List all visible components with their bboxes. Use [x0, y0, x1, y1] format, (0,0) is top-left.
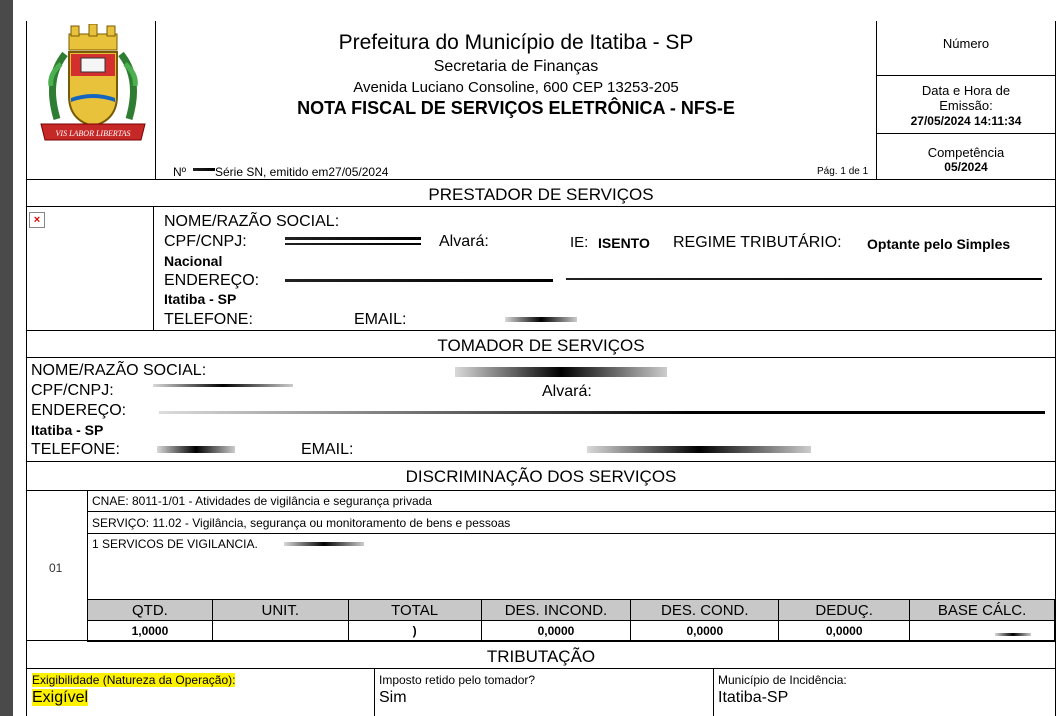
redacted-tomador-email: [587, 446, 811, 453]
shield-icon: [69, 52, 117, 126]
page-info: Pág. 1 de 1: [817, 166, 869, 177]
col-qtd: QTD.: [88, 600, 213, 621]
col-unit: UNIT.: [212, 600, 348, 621]
redacted-base-calc: [995, 633, 1031, 636]
servico-descricao: 1 SERVICOS DE VIGILANCIA.: [92, 537, 258, 551]
redacted-prestador-endereco: [285, 279, 553, 282]
tomador-nome-label: NOME/RAZÃO SOCIAL:: [31, 362, 207, 379]
redacted-tomador-telefone: [157, 446, 235, 453]
redacted-tomador-cnpj: [153, 384, 293, 387]
tomador-cidade: Itatiba - SP: [31, 422, 104, 438]
divider: [27, 330, 1055, 331]
emission-date-value: 27/05/2024 14:11:34: [910, 114, 1022, 128]
laurel-left-icon: [51, 54, 65, 119]
redacted-nf-number: [193, 168, 215, 171]
prestador-endereco-label: ENDEREÇO:: [164, 272, 260, 289]
motto-ribbon: [41, 124, 145, 140]
number-label: Número: [942, 36, 990, 51]
redacted-servico-descricao: [284, 542, 364, 546]
divider: [27, 668, 1055, 669]
servico-item-number: 01: [49, 561, 63, 575]
emission-date-label-2: Emissão:: [939, 98, 993, 113]
prestador-cidade: Itatiba - SP: [164, 291, 237, 307]
redacted-prestador-cnpj: [285, 237, 421, 240]
tributacao-divider-1: [374, 668, 375, 716]
value-des-incond: 0,0000: [481, 621, 631, 642]
municipality-title: Prefeitura do Município de Itatiba - SP: [338, 31, 694, 54]
prestador-section-title: PRESTADOR DE SERVIÇOS: [428, 185, 654, 204]
tomador-section-title: TOMADOR DE SERVIÇOS: [437, 336, 645, 355]
servicos-values-table: [87, 599, 1055, 642]
servico-cnae: CNAE: 8011-1/01 - Atividades de vigilância e segurança privada: [92, 494, 432, 508]
emission-date-label-1: Data e Hora de: [921, 83, 1011, 98]
tomador-cpf-label: CPF/CNPJ:: [31, 382, 114, 399]
divider: [87, 511, 1055, 512]
value-total: ): [348, 621, 481, 642]
prestador-nome-label: NOME/RAZÃO SOCIAL:: [164, 213, 340, 230]
broken-image-icon: ×: [29, 212, 45, 228]
municipio-incidencia-label: Município de Incidência:: [718, 673, 847, 687]
redacted-tomador-nome: [455, 367, 667, 377]
prestador-regime-label: REGIME TRIBUTÁRIO:: [673, 234, 842, 251]
prestador-telefone-label: TELEFONE:: [164, 311, 253, 328]
divider: [87, 533, 1055, 534]
col-des-cond: DES. COND.: [631, 600, 779, 621]
imposto-retido-value: Sim: [379, 689, 407, 706]
col-base-calc: BASE CÁLC.: [910, 600, 1055, 621]
nf-series-info: Série SN, emitido em27/05/2024: [215, 165, 389, 179]
tomador-telefone-label: TELEFONE:: [31, 441, 120, 458]
crown-icon: [69, 24, 117, 50]
divider: [27, 179, 1055, 180]
redacted-prestador-cnpj: [285, 243, 421, 245]
divider: [27, 357, 1055, 358]
municipality-address: Avenida Luciano Consoline, 600 CEP 13253-205: [353, 79, 679, 96]
redacted-tomador-endereco: [159, 411, 1045, 414]
prestador-email-label: EMAIL:: [354, 311, 407, 328]
prestador-cpf-label: CPF/CNPJ:: [164, 233, 247, 250]
tributacao-divider-2: [713, 668, 714, 716]
prestador-ie-value: ISENTO: [598, 235, 650, 251]
prestador-regime-value-1: Optante pelo Simples: [867, 236, 1011, 252]
tomador-email-label: EMAIL:: [301, 441, 354, 458]
divider: [877, 133, 1055, 134]
value-deduc: 0,0000: [779, 621, 910, 642]
divider: [27, 640, 1055, 641]
laurel-right-icon: [121, 54, 135, 119]
tributacao-section-title: TRIBUTAÇÃO: [486, 647, 596, 666]
col-deduc: DEDUÇ.: [779, 600, 910, 621]
invoice-page: [13, 0, 1057, 716]
invoice-frame: [26, 21, 1056, 716]
prestador-regime-value-2: Nacional: [164, 253, 223, 269]
competencia-value: 05/2024: [944, 160, 988, 174]
redacted-prestador-email: [505, 317, 577, 322]
value-unit: [212, 621, 348, 642]
divider: [877, 75, 1055, 76]
divider: [27, 206, 1055, 207]
prestador-alvara-label: Alvará:: [439, 233, 489, 250]
value-des-cond: 0,0000: [631, 621, 779, 642]
servicos-section-title: DISCRIMINAÇÃO DOS SERVIÇOS: [405, 467, 677, 486]
nf-number-prefix: Nº: [173, 165, 187, 179]
prestador-divider: [153, 206, 154, 330]
city-coat-of-arms-logo: [35, 24, 151, 142]
logo-motto: VIS LABOR LIBERTAS: [55, 129, 131, 138]
value-qtd: 1,0000: [88, 621, 213, 642]
exigibilidade-value: Exigível: [32, 689, 89, 706]
department-subtitle: Secretaria de Finanças: [433, 58, 599, 75]
value-base-calc: [910, 621, 1055, 642]
col-des-incond: DES. INCOND.: [481, 600, 631, 621]
divider: [27, 490, 1055, 491]
municipio-incidencia-value: Itatiba-SP: [718, 689, 789, 706]
exigibilidade-label: Exigibilidade (Natureza da Operação):: [32, 673, 236, 687]
competencia-label: Competência: [927, 145, 1005, 160]
document-title: NOTA FISCAL DE SERVIÇOS ELETRÔNICA - NFS-E: [297, 98, 735, 118]
imposto-retido-label: Imposto retido pelo tomador?: [379, 673, 536, 687]
servico-codigo: SERVIÇO: 11.02 - Vigilância, segurança ou monitoramento de bens e pessoas: [92, 516, 511, 530]
prestador-ie-label: IE:: [570, 234, 589, 251]
tomador-endereco-label: ENDEREÇO:: [31, 402, 127, 419]
redacted-prestador-endereco: [566, 278, 1042, 280]
divider: [27, 461, 1055, 462]
tomador-alvara-label: Alvará:: [542, 383, 592, 400]
col-total: TOTAL: [348, 600, 481, 621]
